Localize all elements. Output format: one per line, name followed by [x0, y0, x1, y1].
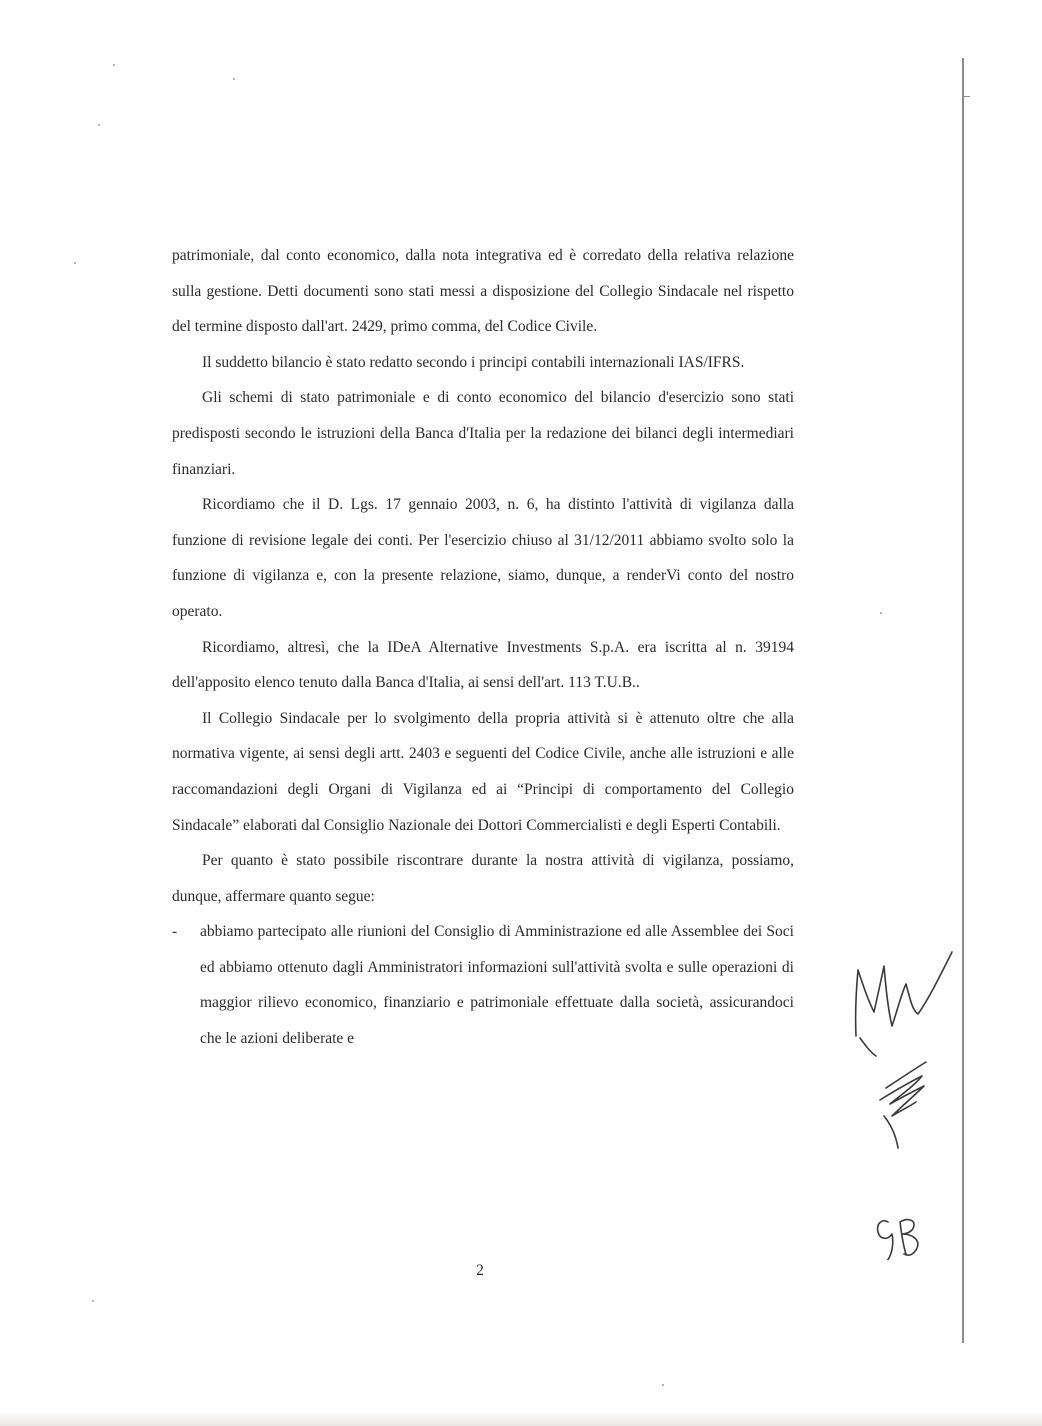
scan-speck	[233, 78, 235, 80]
scan-speck	[880, 612, 882, 614]
paragraph: Per quanto è stato possibile riscontrare durante la nostra attività di vigilanza, possiamo, dunque, affermare quanto segue:	[172, 852, 794, 905]
scan-speck	[662, 1384, 664, 1386]
paragraph: Il Collegio Sindacale per lo svolgimento della propria attività si è attenuto oltre che alla normativa vigente, ai sensi degli artt. 2403 e seguenti del Codice Civile, anche alle istruzioni e alle raccomandazioni degli Organi di Vigilanza ed ai “Principi di comportamento del Collegio Sindacale” elaborati dal Consiglio Nazionale dei Dottori Commercialisti e degli Esperti Contabili.	[172, 709, 794, 834]
scan-speck	[92, 1300, 94, 1302]
scan-margin-line	[962, 58, 964, 1343]
paragraph: patrimoniale, dal conto economico, dalla nota integrativa ed è corredato della relativa relazione sulla gestione. Detti documenti sono stati messi a disposizione del Collegio Sindacale nel rispetto del termine disposto dall'art. 2429, primo comma, del Codice Civile.	[172, 247, 794, 336]
paragraph: Ricordiamo, altresì, che la IDeA Alternative Investments S.p.A. era iscritta al n. 39194 dell'apposito elenco tenuto dalla Banca d'Italia, ai sensi dell'art. 113 T.U.B..	[172, 638, 794, 692]
bullet-marker: -	[172, 923, 178, 941]
document-body	[172, 238, 794, 1057]
paragraph: Ricordiamo che il D. Lgs. 17 gennaio 2003, n. 6, ha distinto l'attività di vigilanza dalla funzione di revisione legale dei conti. Per l'esercizio chiuso al 31/12/2011 abbiamo svolto solo la funzione di vigilanza e, con la presente relazione, siamo, dunque, a renderVi conto del nostro operato.	[172, 496, 794, 620]
paragraph: Il suddetto bilancio è stato redatto secondo i principi contabili internazionali IAS/IFRS.	[202, 353, 745, 371]
scan-speck	[113, 64, 115, 66]
signature-mark-1	[856, 952, 952, 1056]
scan-speck	[74, 262, 76, 264]
signature-mark-3	[878, 1220, 918, 1260]
bullet-item	[172, 914, 794, 1056]
scan-bottom-shade	[0, 1412, 1042, 1426]
page-number: 2	[476, 1262, 484, 1279]
scan-margin-tick	[962, 96, 970, 97]
bullet-text: abbiamo partecipato alle riunioni del Consiglio di Amministrazione ed alle Assemblee dei Soci ed abbiamo ottenuto dagli Amministratori informazioni sull'attività svolta e sulle operazioni di maggior rilievo economico, finanziario e patrimoniale effettuate dalla società, assicurandoci che le azioni deliberate e	[200, 923, 794, 1048]
paragraph: Gli schemi di stato patrimoniale e di conto economico del bilancio d'esercizio sono stati predisposti secondo le istruzioni della Banca d'Italia per la redazione dei bilanci degli intermediari finanziari.	[172, 389, 794, 478]
scan-speck	[98, 124, 100, 126]
signature-mark-2	[880, 1062, 926, 1148]
handwritten-initials	[840, 940, 960, 1260]
